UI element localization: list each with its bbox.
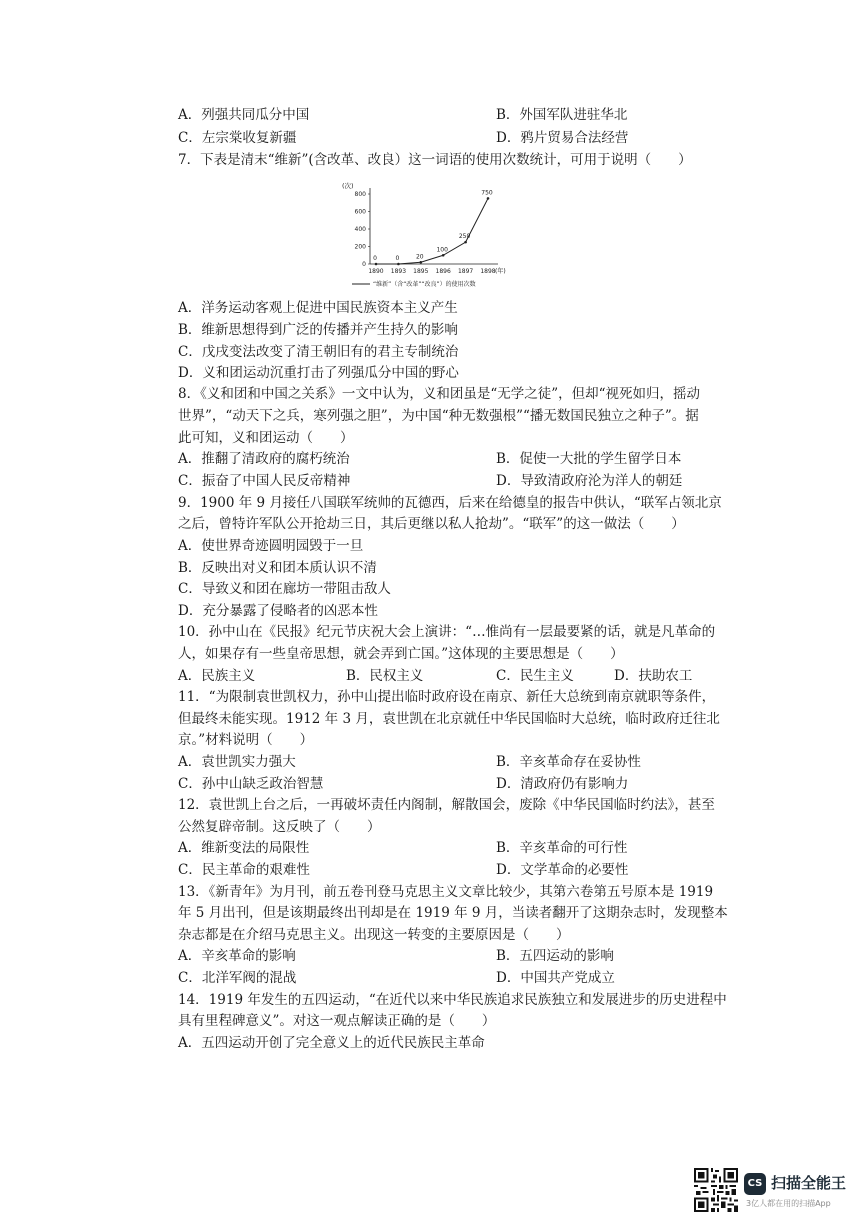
data-label: 250 (458, 233, 471, 241)
data-label: 20 (415, 253, 424, 261)
q6-option-a: A．列强共同瓜分中国 (178, 107, 310, 123)
x-tick-label: 1895 (413, 268, 429, 275)
x-ticks (368, 268, 495, 275)
y-tick-label: 800 (354, 191, 366, 198)
data-label: 750 (481, 189, 493, 197)
qr-code-icon (694, 1168, 738, 1212)
q6-option-d: D．鸦片贸易合法经营 (496, 130, 629, 146)
y-tick-label: 200 (354, 243, 366, 251)
q11-option-d: D．清政府仍有影响力 (496, 776, 629, 792)
data-label: 100 (436, 246, 448, 254)
q9-option-a: A．使世界奇迹圆明园毁于一旦 (178, 538, 364, 554)
q8-option-a: A．推翻了清政府的腐朽统治 (178, 451, 350, 467)
q12-option-a: A．维新变法的局限性 (178, 840, 310, 856)
q7-option-c: C．戊戌变法改变了清王朝旧有的君主专制统治 (178, 344, 459, 360)
data-point (464, 241, 467, 244)
brand-name: 扫描全能王 (771, 1174, 847, 1192)
q11-option-c: C．孙中山缺乏政治智慧 (178, 776, 324, 792)
q6-option-c: C．左宗棠收复新疆 (178, 130, 297, 146)
data-points (373, 189, 493, 265)
q12-option-d: D．文学革命的必要性 (496, 862, 629, 878)
q13-stem-line3: 杂志都是在介绍马克思主义。出现这一转变的主要原因是（ ） (178, 927, 570, 943)
q13-option-a: A．辛亥革命的影响 (178, 948, 296, 964)
q13-option-d: D．中国共产党成立 (496, 970, 615, 986)
q10-option-c: C．民生主义 (496, 668, 574, 684)
q13-stem-line1: 13．《新青年》为月刊，前五卷刊登马克思主义文章比较少，其第六卷第五号原本是 1919 (178, 884, 714, 900)
y-ticks (355, 191, 370, 268)
q9-option-c: C．导致义和团在廊坊一带阻击敌人 (178, 581, 391, 597)
q12-stem-line2: 公然复辟帝制。这反映了（ ） (178, 819, 381, 835)
q14-option-a: A．五四运动开创了完全意义上的近代民族民主革命 (178, 1035, 485, 1051)
x-tick-label: 1890 (368, 268, 384, 275)
q8-stem-line2: 世界”，“动天下之兵，寒列强之胆”，为中国“种无数强根”“播无数国民独立之种子”。据 (178, 408, 699, 424)
x-tick-label: 1893 (390, 268, 407, 275)
data-point (420, 261, 423, 264)
data-point (442, 254, 445, 257)
q8-option-b: B．促使一大批的学生留学日本 (496, 451, 682, 467)
q8-option-c: C．振奋了中国人民反帝精神 (178, 473, 351, 489)
data-point (487, 197, 490, 200)
data-label: 0 (395, 255, 400, 262)
q13-option-b: B．五四运动的影响 (496, 948, 614, 964)
q12-stem-line1: 12．袁世凯上台之后，一再破坏责任内阁制，解散国会，废除《中华民国临时约法》，甚至 (178, 797, 715, 813)
x-tick-label: 1898 (480, 268, 496, 275)
y-tick-label: 400 (354, 226, 366, 233)
q11-option-b: B．辛亥革命存在妥协性 (496, 754, 641, 770)
q11-option-a: A．袁世凯实力强大 (178, 754, 296, 770)
data-point (375, 263, 378, 266)
cs-logo-icon: CS (744, 1173, 766, 1195)
q9-option-b: B．反映出对义和团本质认识不清 (178, 560, 377, 576)
q10-stem-line1: 10．孙中山在《民报》纪元节庆祝大会上演讲：“…惟尚有一层最要紧的话，就是凡革命的 (178, 624, 716, 640)
brand-slogan: 3亿人都在用的扫描App (746, 1199, 831, 1208)
q9-option-d: D．充分暴露了侵略者的凶恶本性 (178, 603, 378, 619)
q11-stem-line1: 11．“为限制袁世凯权力，孙中山提出临时政府设在南京、新任大总统到南京就职等条件， (178, 689, 716, 705)
q11-stem-line2: 但最终未能实现。1912 年 3 月，袁世凯在北京就任中华民国临时大总统，临时政府迁往北 (178, 711, 720, 727)
q10-stem-line2: 人，如果存有一些皇帝思想，就会弄到亡国。”这体现的主要思想是（ ） (178, 646, 624, 662)
series-line (376, 198, 488, 264)
q8-stem-line1: 8．《义和团和中国之关系》一文中认为，义和团虽是“无学之徒”，但却“视死如归，摇动 (178, 386, 701, 402)
q13-option-c: C．北洋军阀的混战 (178, 970, 297, 986)
q12-option-b: B．辛亥革命的可行性 (496, 840, 628, 856)
q7-stem: 7．下表是清末“维新”(含改革、改良）这一词语的使用次数统计，可用于说明（ ） (178, 152, 692, 168)
x-unit-label: (年) (495, 268, 506, 275)
q8-option-d: D．导致清政府沦为洋人的朝廷 (496, 473, 683, 489)
q9-stem-line2: 之后，曾特许军队公开抢劫三日，其后更继以私人抢劫”。“联军”的这一做法（ ） (178, 516, 685, 532)
x-tick-label: 1897 (457, 268, 474, 275)
q7-option-b: B．维新思想得到广泛的传播并产生持久的影响 (178, 322, 458, 338)
y-tick-label: 0 (362, 261, 366, 268)
data-point (397, 263, 400, 266)
q14-stem-line1: 14．1919 年发生的五四运动，“在近代以来中华民族追求民族独立和发展进步的历史进程中 (178, 992, 727, 1008)
q13-stem-line2: 年 5 月出刊，但是该期最终出刊却是在 1919 年 9 月，当读者翻开了这期杂志时，发现整本 (178, 905, 728, 921)
usage-line-chart (338, 180, 508, 288)
y-tick-label: 600 (354, 208, 366, 216)
x-tick-label: 1896 (435, 268, 451, 275)
q6-option-b: B．外国军队进驻华北 (496, 107, 628, 123)
q7-option-d: D．义和团运动沉重打击了列强瓜分中国的野心 (178, 365, 459, 381)
q9-stem-line1: 9．1900 年 9 月接任八国联军统帅的瓦德西，后来在给德皇的报告中供认，“联军占领北京 (178, 495, 722, 511)
q14-stem-line2: 具有里程碑意义”。对这一观点解读正确的是（ ） (178, 1013, 496, 1029)
q10-option-a: A．民族主义 (178, 668, 256, 684)
q11-stem-line3: 京。”材料说明（ ） (178, 732, 314, 748)
y-unit-label: (次) (342, 182, 354, 190)
q7-option-a: A．洋务运动客观上促进中国民族资本主义产生 (178, 300, 458, 316)
q10-option-b: B．民权主义 (346, 668, 424, 684)
legend-label: “维新”（含“改革”“改良”）的使用次数 (373, 281, 476, 288)
q12-option-c: C．民主革命的艰难性 (178, 862, 310, 878)
q8-stem-line3: 此可知，义和团运动（ ） (178, 430, 354, 446)
q10-option-d: D．扶助农工 (614, 668, 693, 684)
scanner-watermark (694, 1168, 854, 1218)
data-label: 0 (373, 255, 377, 262)
